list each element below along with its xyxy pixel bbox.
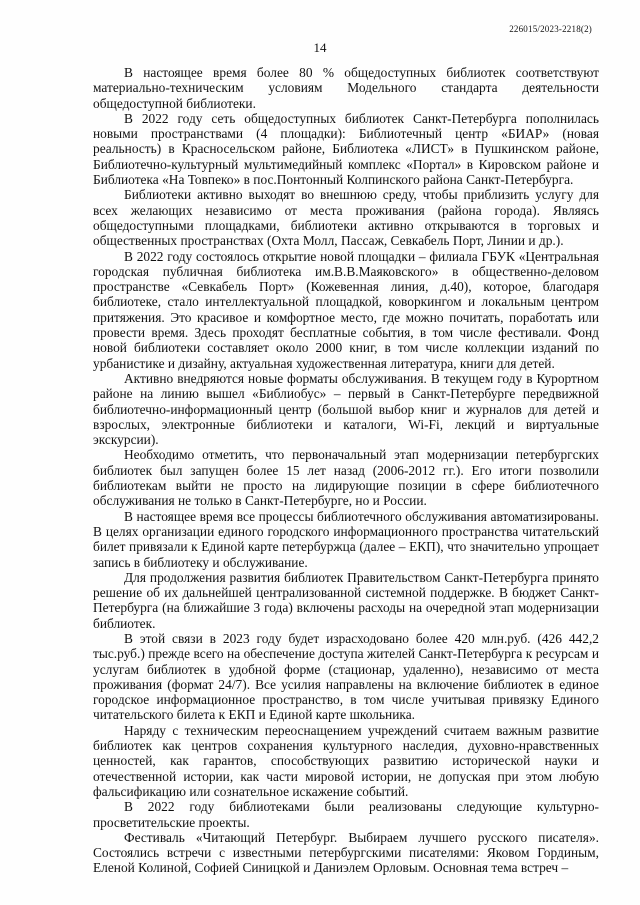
paragraph: Фестиваль «Читающий Петербург. Выбираем лучшего русского писателя». Состоялись встречи с известными петербургскими писателями: Яковом Гординым, Еленой Колиной, Софией Синицкой и Даниэлем Орловым. Основная тема встреч – xyxy=(93,829,599,876)
paragraph: Библиотеки активно выходят во внешнюю среду, чтобы приблизить услугу для всех желающих независимо от места проживания (района города). Являясь общедоступными площадками, библиотеки активно открываются в торговых и общественных пространствах (Охта Молл, Пассаж, Севкабель Порт, Линии и др.). xyxy=(93,187,599,249)
paragraph: В настоящее время все процессы библиотечного обслуживания автоматизированы. В целях организации единого городского информационного пространства читательский билет привязали к Единой карте петербуржца (далее – ЕКП), что значительно упрощает запись в библиотеку и обслуживание. xyxy=(93,508,599,570)
paragraph: В настоящее время более 80 % общедоступных библиотек соответствуют материально-техническим условиям Модельного стандарта деятельности общедоступной библиотеки. xyxy=(93,65,599,111)
document-body xyxy=(93,65,599,876)
paragraph: В 2022 году состоялось открытие новой площадки – филиала ГБУК «Центральная городская публичная библиотека им.В.В.Маяковского» в общественно-деловом пространстве «Севкабель Порт» (Кожевенная линия, д.40), которое, благодаря библиотеке, стало интеллектуальной площадкой, коворкингом и локальным центром притяжения. Это красивое и комфортное место, где можно почитать, поработать или провести время. Здесь проходят бесплатные события, в том числе фестивали. Фонд новой библиотеки составляет около 2000 книг, в том числе коллекции изданий по урбанистике и дизайну, актуальная художественная литература, книги для детей. xyxy=(93,248,599,371)
paragraph: В 2022 году библиотеками были реализованы следующие культурно-просветительские проекты. xyxy=(93,799,599,830)
paragraph: В этой связи в 2023 году будет израсходовано более 420 млн.руб. (426 442,2 тыс.руб.) прежде всего на обеспечение доступа жителей Санкт-Петербурга к ресурсам и услугам библиотек в удобной форме (стационар, удаленно), независимо от места проживания (формат 24/7). Все усилия направлены на включение библиотек в единое городское информационное пространство, в том числе учитывая привязку Единого читательского билета к ЕКП и Единой карте школьника. xyxy=(93,630,599,723)
paragraph: Для продолжения развития библиотек Правительством Санкт-Петербурга принято решение об их дальнейшей централизованной системной поддержке. В бюджет Санкт-Петербурга (на ближайшие 3 года) включены расходы на очередной этап модернизации библиотек. xyxy=(93,569,599,631)
paragraph: Активно внедряются новые форматы обслуживания. В текущем году в Курортном районе на линию вышел «Библиобус» – первый в Санкт-Петербурге передвижной библиотечно-информационный центр (большой выбор книг и журналов для детей и взрослых, электронные библиотеки и каталоги, Wi-Fi, лекций и виртуальные экскурсии). xyxy=(93,370,599,448)
document-id: 226015/2023-2218(2) xyxy=(509,24,592,34)
paragraph: Необходимо отметить, что первоначальный этап модернизации петербургских библиотек был запущен более 15 лет назад (2006-2012 гг.). Его итоги позволили библиотекам выйти не просто на лидирующие позиции в сфере библиотечного обслуживания не только в Санкт-Петербурге, но и России. xyxy=(93,447,599,509)
paragraph: В 2022 году сеть общедоступных библиотек Санкт-Петербурга пополнилась новыми пространствами (4 площадки): Библиотечный центр «БИАР» (новая реальность) в Красносельском районе, Библиотека «ЛИСТ» в Пушкинском районе, Библиотечно-культурный мультимедийный комплекс «Портал» в Кировском районе и Библиотека «На Товпеко» в пос.Понтонный Колпинского района Санкт-Петербурга. xyxy=(93,110,599,188)
page-number: 14 xyxy=(313,40,327,55)
paragraph: Наряду с техническим переоснащением учреждений считаем важным развитие библиотек как центров сохранения культурного наследия, духовно-нравственных ценностей, как гарантов, способствующих развитию исторической науки и отечественной истории, как части мировой истории, не допуская при этом любую фальсификацию или сознательное искажение событий. xyxy=(93,722,599,799)
